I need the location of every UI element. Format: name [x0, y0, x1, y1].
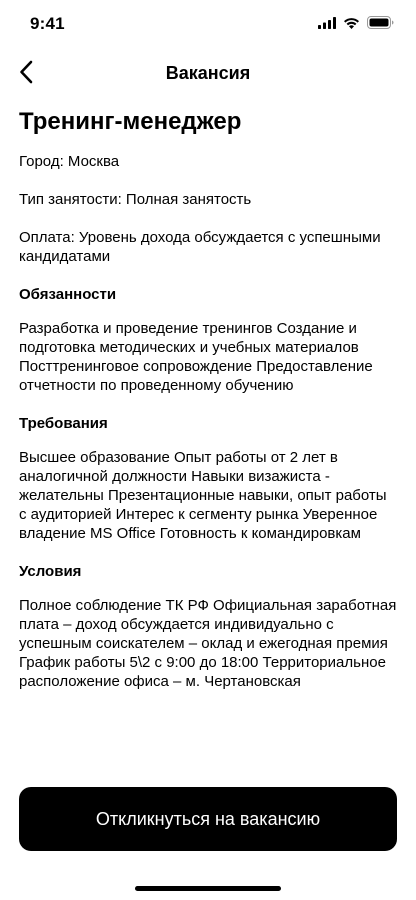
battery-icon — [367, 16, 394, 29]
status-time: 9:41 — [30, 14, 65, 33]
city-info: Город: Москва — [19, 153, 120, 170]
status-icons — [318, 16, 394, 29]
status-bar — [0, 0, 416, 48]
home-indicator — [135, 886, 281, 891]
requirements-heading: Требования — [19, 415, 108, 432]
responsibilities-heading: Обязанности — [19, 286, 117, 303]
conditions-text: Полное соблюдение ТК РФ Официальная заработная плата – доход обсуждается индивидуально с успешным соискателем – оклад и ежегодная премия График работы 5\2 с 9:00 до 18:00 Территориальное расположение офиса – м. Чертановская — [19, 597, 397, 690]
apply-button[interactable]: Откликнуться на вакансию — [19, 787, 397, 851]
wifi-icon — [343, 17, 360, 29]
vacancy-details — [19, 106, 397, 710]
conditions-heading: Условия — [19, 563, 82, 580]
salary-info: Оплата: Уровень дохода обсуждается с успешными кандидатами — [19, 229, 381, 265]
requirements-text: Высшее образование Опыт работы от 2 лет в аналогичной должности Навыки визажиста - желательны Презентационные навыки, опыт работы с аудиторией Интерес к сегменту рынка Уверенное владение MS Office Готовность к командировкам — [19, 449, 387, 542]
responsibilities-text: Разработка и проведение тренингов Создание и подготовка методических и учебных материалов Посттренинговое сопровождение Предоставление отчетности по проведенному обучению — [19, 320, 373, 394]
navigation-bar — [0, 50, 416, 98]
cellular-signal-icon — [318, 17, 336, 29]
employment-info: Тип занятости: Полная занятость — [19, 191, 252, 208]
page-title: Вакансия — [165, 63, 251, 83]
job-title: Тренинг-менеджер — [19, 108, 242, 135]
